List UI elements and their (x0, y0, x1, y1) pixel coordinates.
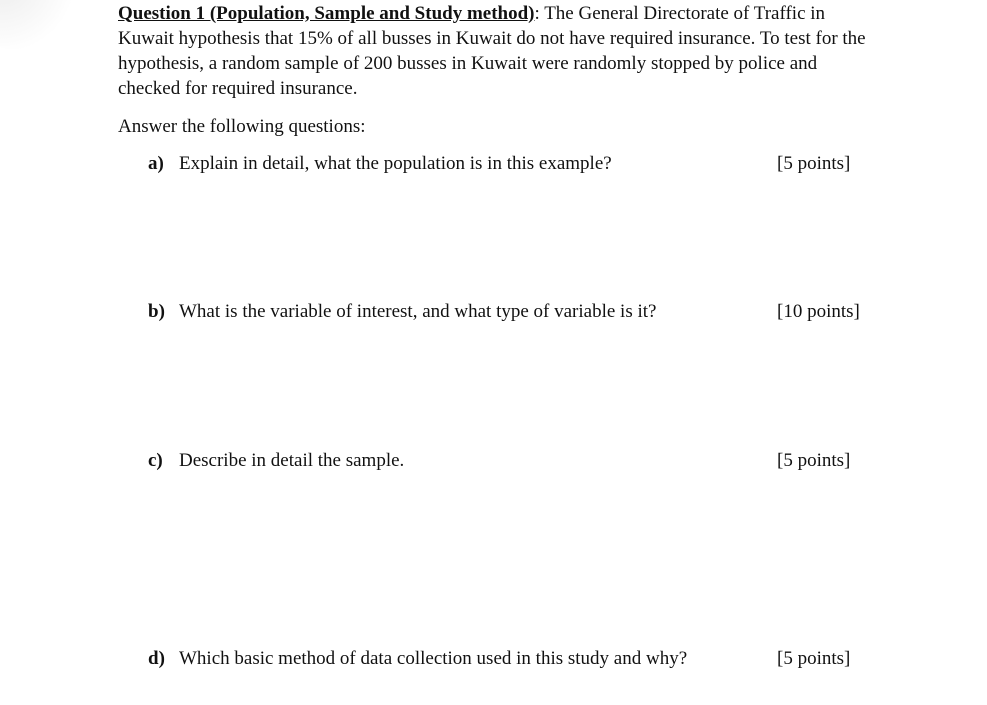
page-corner-shadow (0, 0, 80, 50)
item-letter: a) (148, 153, 164, 174)
item-points: [10 points] (777, 301, 860, 322)
item-letter: b) (148, 301, 165, 322)
item-letter: d) (148, 648, 165, 669)
item-points: [5 points] (777, 153, 851, 174)
item-text: What is the variable of interest, and what type of variable is it? (179, 301, 657, 322)
question-title: Question 1 (Population, Sample and Study method) (118, 3, 535, 24)
question-item-b (148, 299, 868, 325)
item-text: Explain in detail, what the population is in this example? (179, 153, 612, 174)
question-item-c (148, 448, 868, 474)
item-text: Describe in detail the sample. (179, 450, 405, 471)
question-body: The General Directorate of Traffic in Kuwait hypothesis that 15% of all busses in Kuwait do not have required insurance. To test for the hypothesis, a random sample of 200 busses in Kuwait were randomly stopped by police and checked for required insurance. (118, 3, 866, 99)
item-points: [5 points] (777, 648, 851, 669)
item-points: [5 points] (777, 450, 851, 471)
item-letter: c) (148, 450, 163, 471)
question-item-d (148, 646, 868, 672)
question-item-a (148, 151, 868, 177)
question-intro (118, 1, 878, 101)
question-title-colon: : (534, 3, 545, 24)
instructions: Answer the following questions: (118, 116, 366, 137)
item-text: Which basic method of data collection used in this study and why? (179, 648, 688, 669)
